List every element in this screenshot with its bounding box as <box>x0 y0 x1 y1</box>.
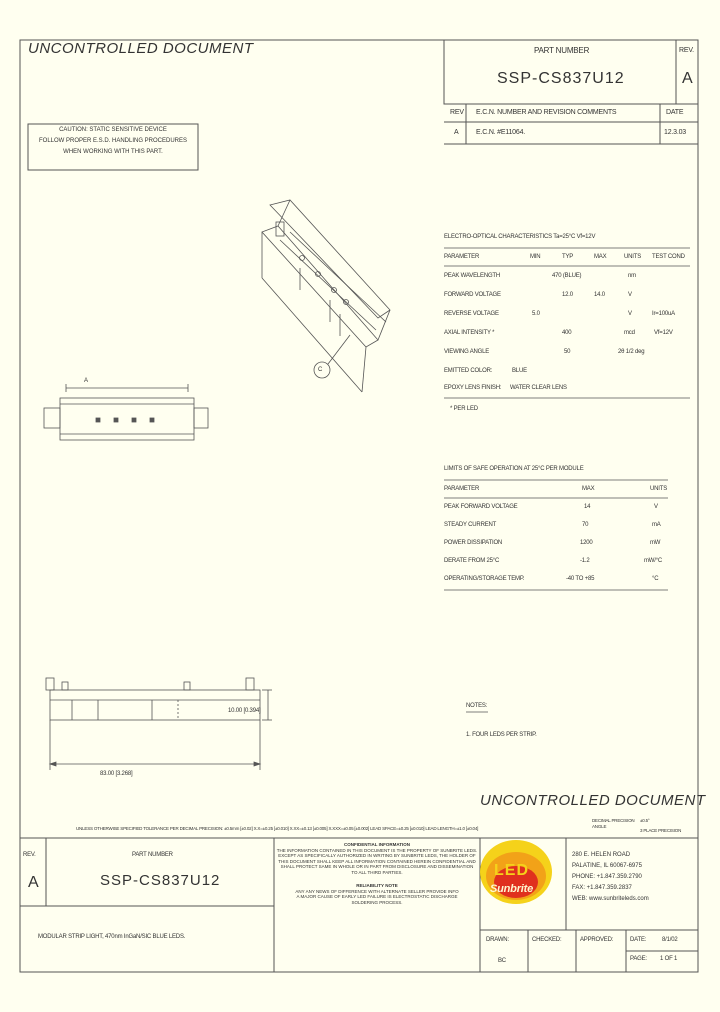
confidential-line: TO ALL THIRD PARTIES. <box>351 869 403 875</box>
view-label-a: A <box>84 378 88 384</box>
rev-value: A <box>682 70 693 87</box>
reliability-line: ANY ANY NEWS OF DIFFERENCE WITH ALTERNATE SELLER PROVIDE INFO <box>295 888 459 894</box>
caution-line: CAUTION: STATIC SENSITIVE DEVICE <box>59 127 167 133</box>
eo-cell: AXIAL INTENSITY * <box>444 330 495 336</box>
limits-cell: STEADY CURRENT <box>444 522 497 528</box>
tb-part-number-label: PART NUMBER <box>132 852 173 858</box>
drawn-value: BC <box>498 958 506 964</box>
eo-cell: 5.0 <box>532 311 540 317</box>
approved-label: APPROVED: <box>580 937 614 943</box>
limits-cell: mA <box>652 522 661 528</box>
confidential-line: SHALL PROTECT SAME IN WHOLE OR IN PART FROM DISCLOSURE AND DISSEMINATION <box>280 864 474 869</box>
confidential-line: EXCEPT AS SPECIFICALLY AUTHORIZED IN WRITING BY SUNBRITE LEDS, THE HOLDER OF <box>278 853 476 858</box>
tolerance-right: ANGLE <box>592 824 607 829</box>
address-block <box>572 852 649 903</box>
caution-line: FOLLOW PROPER E.S.D. HANDLING PROCEDURES <box>38 138 188 144</box>
eo-cell: FORWARD VOLTAGE <box>444 292 501 298</box>
address-line: 280 E. HELEN ROAD <box>572 852 631 858</box>
confidential-line: THE INFORMATION CONTAINED IN THIS DOCUMENT IS THE PROPERTY OF SUNBRITE LEDS. <box>276 847 478 853</box>
eo-header: TEST COND <box>652 254 685 260</box>
strip-3d-view <box>262 200 390 392</box>
view-label-c: C <box>318 367 323 373</box>
limits-cell: mW/°C <box>644 558 663 564</box>
tolerance-right: 3 PLACE PRECISION <box>640 828 682 833</box>
tb-rev-label: REV. <box>23 852 36 858</box>
limits-cell: DERATE FROM 25°C <box>444 558 500 564</box>
limits-cell: POWER DISSIPATION <box>444 540 503 546</box>
tb-rev: A <box>28 874 39 891</box>
eo-header: UNITS <box>624 254 642 260</box>
reliability-line: A MAJOR CAUSE OF EARLY LED FAILURE IS ELECTROSTATIC DISCHARGE <box>296 894 458 899</box>
watermark-bottom: UNCONTROLLED DOCUMENT <box>480 792 706 809</box>
eo-cell: PEAK WAVELENGTH <box>444 273 501 279</box>
logo-text: Sunbrite <box>490 883 534 895</box>
eo-cell: nm <box>628 273 636 279</box>
tolerance-right: ±0.5° <box>640 818 650 823</box>
rev-table-row-comment: E.C.N. #E11064. <box>476 129 526 136</box>
rev-table-row-date: 12.3.03 <box>664 129 686 136</box>
rev-label: REV. <box>679 47 694 54</box>
note-item: 1. FOUR LEDS PER STRIP. <box>466 732 537 738</box>
eo-header: TYP <box>562 254 574 260</box>
tolerance-right: DECIMAL PRECISION <box>592 818 635 823</box>
eo-cell: 14.0 <box>594 292 605 298</box>
drawn-label: DRAWN: <box>486 937 509 943</box>
eo-cell: 470 (BLUE) <box>552 273 582 279</box>
limits-cell: mW <box>650 540 661 546</box>
eo-header: PARAMETER <box>444 254 480 260</box>
reliability-title: RELIABILITY NOTE <box>356 883 398 888</box>
rev-table-row-rev: A <box>454 129 459 136</box>
limits-cell: PEAK FORWARD VOLTAGE <box>444 504 518 510</box>
eo-cell: 400 <box>562 330 572 336</box>
part-number: SSP-CS837U12 <box>497 70 625 87</box>
limits-cell: -40 TO +85 <box>566 576 595 582</box>
eo-cell: V <box>628 311 632 317</box>
eo-cell: EPOXY LENS FINISH: <box>444 385 502 391</box>
eo-table-title: ELECTRO-OPTICAL CHARACTERISTICS Ta=25°C Vf=12V <box>444 234 596 240</box>
limits-cell: V <box>654 504 658 510</box>
confidential-title: CONFIDENTIAL INFORMATION <box>343 842 411 847</box>
page-label: PAGE: <box>630 956 647 962</box>
tb-description: MODULAR STRIP LIGHT, 470nm InGaN/SIC BLUE LEDS. <box>38 934 186 940</box>
date-label: DATE: <box>630 937 647 943</box>
date-value: 8/1/02 <box>662 937 678 943</box>
rev-table-header-date: DATE <box>666 109 684 116</box>
checked-label: CHECKED: <box>532 937 562 943</box>
eo-cell: V <box>628 292 632 298</box>
logo-letters: LED <box>494 862 529 879</box>
confidential-block <box>276 842 478 905</box>
eo-cell: Vf=12V <box>654 330 673 336</box>
address-line: PALATINE, IL 60067-6975 <box>572 863 642 869</box>
caution-box <box>28 127 198 156</box>
strip-side-view <box>46 678 272 770</box>
eo-cell: WATER CLEAR LENS <box>510 385 567 391</box>
limits-header: PARAMETER <box>444 486 480 492</box>
rev-table-header-rev: REV <box>450 109 464 116</box>
watermark-top: UNCONTROLLED DOCUMENT <box>28 40 254 57</box>
limits-cell: OPERATING/STORAGE TEMP. <box>444 576 525 582</box>
page-value: 1 OF 1 <box>660 956 678 962</box>
address-line: WEB: www.sunbriteleds.com <box>572 896 649 902</box>
eo-header: MAX <box>594 254 607 260</box>
part-number-label: PART NUMBER <box>534 46 590 55</box>
notes-title: NOTES: <box>466 703 488 709</box>
eo-cell: VIEWING ANGLE <box>444 349 490 355</box>
strip-top-view <box>44 384 208 440</box>
limits-cell: 1200 <box>580 540 593 546</box>
eo-cell: EMITTED COLOR: <box>444 368 493 374</box>
dim-height: 10.00 [0.394] <box>228 708 261 714</box>
eo-cell: REVERSE VOLTAGE <box>444 311 499 317</box>
eo-cell: 2θ 1/2 deg <box>618 349 645 355</box>
eo-cell: Ir=100uA <box>652 311 675 317</box>
limits-header: MAX <box>582 486 595 492</box>
tb-part-number: SSP-CS837U12 <box>100 872 221 889</box>
address-line: PHONE: +1.847.359.2790 <box>572 874 642 880</box>
limits-cell: 14 <box>584 504 591 510</box>
eo-header: MIN <box>530 254 541 260</box>
limits-cell: -1.2 <box>580 558 590 564</box>
eo-cell: BLUE <box>512 368 527 374</box>
tolerance-line: UNLESS OTHERWISE SPECIFIED TOLERANCE PER DECIMAL PRECISION: ±0.5mm [±0.02] X.X=±0.25 [±0.010] X.XX=±0.13 [±0.005] X.XXX=±0.05 [±0.002] LEAD SPACE=±0.25 [±0.010] LEAD LENGTH=±1.0 [±0.04] <box>76 826 479 831</box>
eo-footnote: * PER LED <box>450 406 478 412</box>
eo-cell: 12.0 <box>562 292 573 298</box>
limits-cell: 70 <box>582 522 589 528</box>
limits-cell: °C <box>652 576 659 582</box>
caution-line: WHEN WORKING WITH THIS PART. <box>63 149 163 155</box>
confidential-line: THIS DOCUMENT SHALL KEEP ALL INFORMATION CONTAINED HEREIN CONFIDENTIAL AND <box>278 858 476 864</box>
limits-table-title: LIMITS OF SAFE OPERATION AT 25°C PER MODULE <box>444 466 584 472</box>
rev-table-header-comments: E.C.N. NUMBER AND REVISION COMMENTS <box>476 109 617 116</box>
reliability-line: SOLDERING PROCESS. <box>351 899 403 905</box>
dim-length: 83.00 [3.268] <box>100 771 133 777</box>
eo-cell: mcd <box>624 330 635 336</box>
limits-header: UNITS <box>650 486 668 492</box>
address-line: FAX: +1.847.359.2837 <box>572 885 632 891</box>
eo-cell: 50 <box>564 349 571 355</box>
